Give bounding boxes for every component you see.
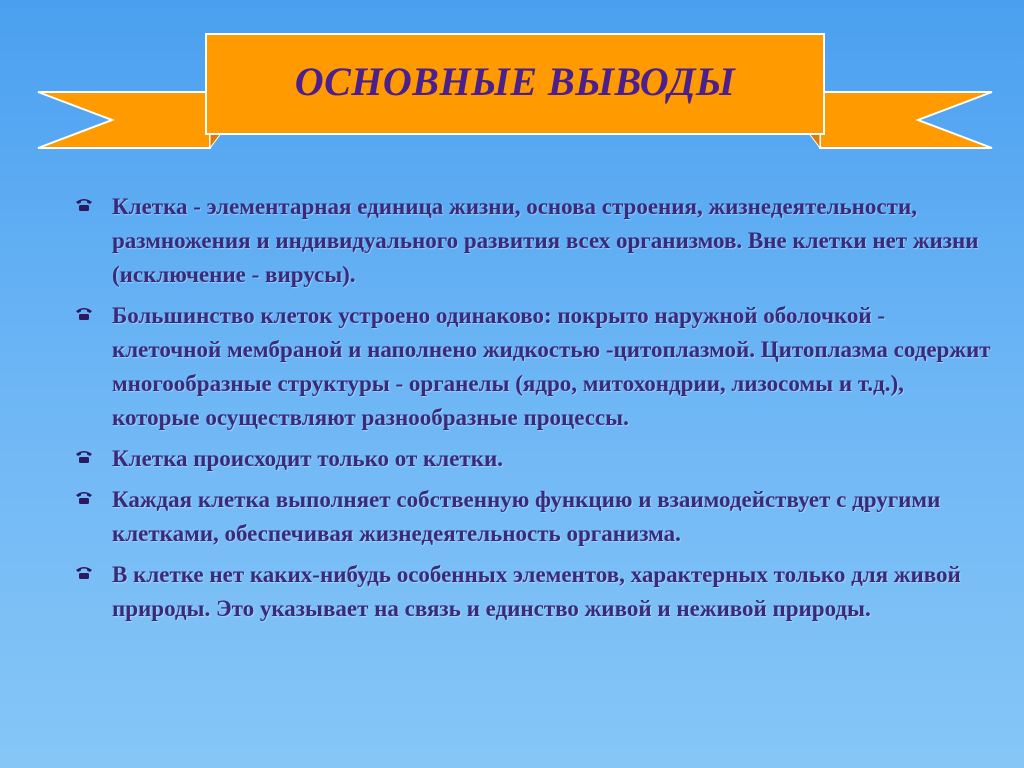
bullet-text: Клетка - элементарная единица жизни, основа строения, жизнедеятельности, размножения и индивидуального развития всех организмов. Вне клетки нет жизни (исключение - вирусы). bbox=[112, 194, 979, 287]
telephone-icon bbox=[74, 306, 94, 322]
bullet-list bbox=[74, 190, 994, 633]
list-item bbox=[74, 299, 994, 435]
telephone-icon bbox=[74, 197, 94, 213]
bullet-text: В клетке нет каких-нибудь особенных элементов, характерных только для живой природы. Это указывает на связь и единство живой и неживой природы. bbox=[112, 562, 961, 621]
list-item bbox=[74, 558, 994, 626]
list-item bbox=[74, 483, 994, 551]
bullet-text: Клетка происходит только от клетки. bbox=[112, 446, 503, 471]
bullet-text: Большинство клеток устроено одинаково: покрыто наружной оболочкой - клеточной мембраной и наполнено жидкостью -цитоплазмой. Цитоплазма содержит многообразные структуры - органелы (ядро, митохондрии, лизосомы и т.д.), которые осуществляют разнообразные процессы. bbox=[112, 303, 991, 430]
telephone-icon bbox=[74, 490, 94, 506]
telephone-icon bbox=[74, 449, 94, 465]
list-item bbox=[74, 190, 994, 292]
list-item bbox=[74, 442, 994, 476]
bullet-text: Каждая клетка выполняет собственную функцию и взаимодействует с другими клетками, обеспечивая жизнедеятельность организма. bbox=[112, 487, 941, 546]
slide-title: ОСНОВНЫЕ ВЫВОДЫ bbox=[294, 59, 736, 104]
telephone-icon bbox=[74, 565, 94, 581]
